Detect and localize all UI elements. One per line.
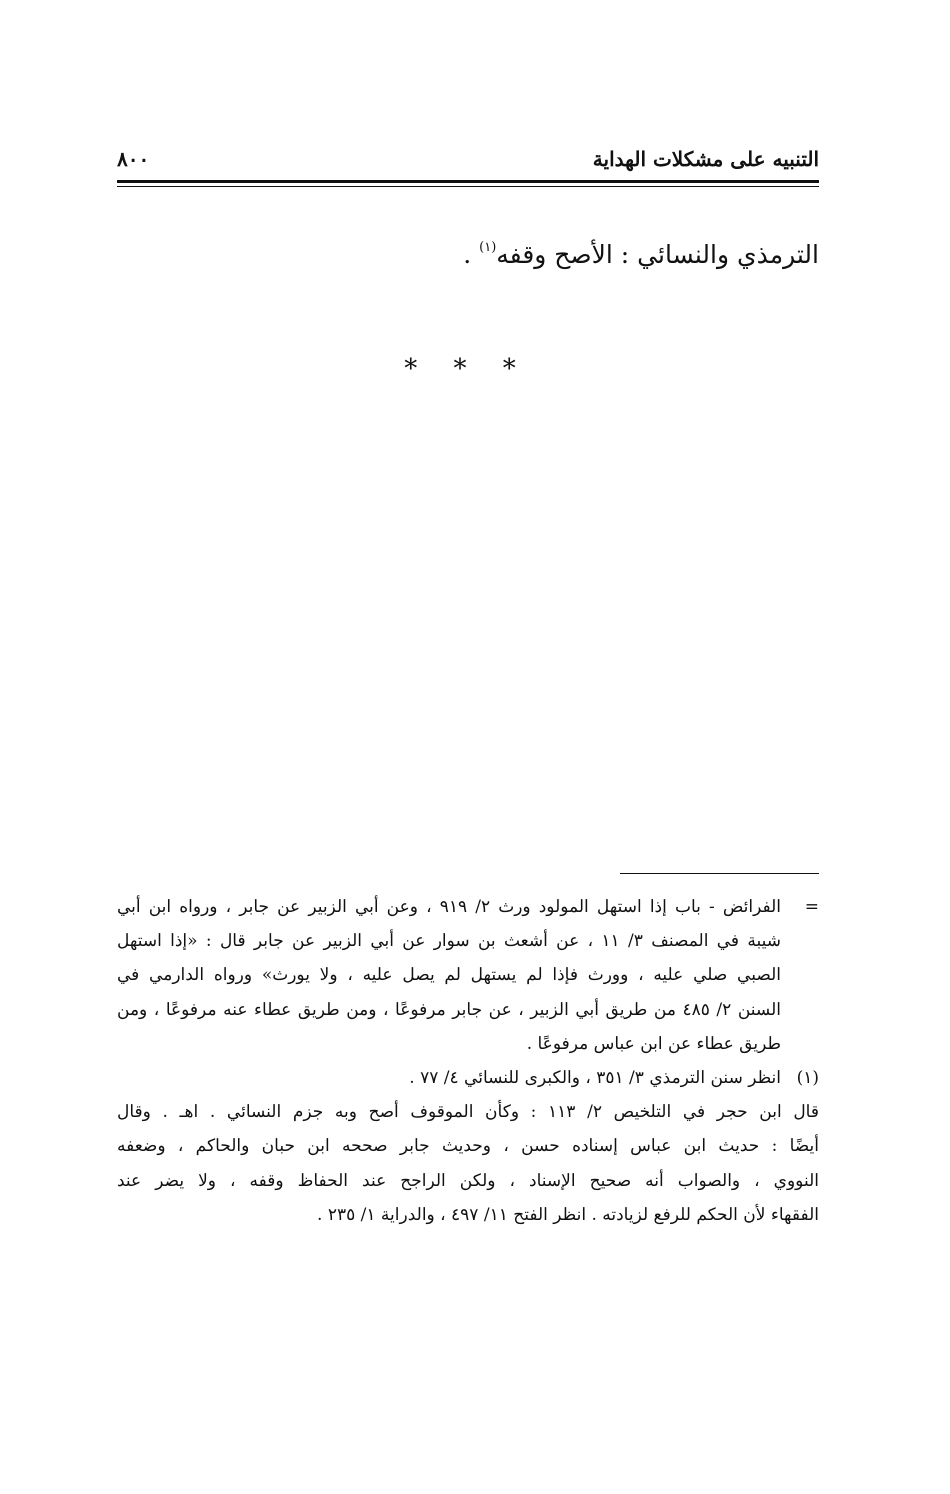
footnote-line: انظر سنن الترمذي ٣/ ٣٥١ ، والكبرى للنسائي ٤/ ٧٧ . [409, 1068, 781, 1089]
body-text-end: . [463, 240, 480, 269]
footnote-line: النووي ، والصواب أنه صحيح الإسناد ، ولكن الراجح عند الحفاظ وقفه ، ولا يضر عند [117, 1170, 819, 1191]
page-header [117, 144, 819, 176]
body-paragraph [463, 228, 819, 275]
footnote-line: طريق عطاء عن ابن عباس مرفوعًا . [526, 1033, 781, 1054]
footnote-line: الفقهاء لأن الحكم للرفع لزيادته . انظر الفتح ١١/ ٤٩٧ ، والدراية ١/ ٢٣٥ . [317, 1204, 819, 1225]
footnote-line: الفرائض - باب إذا استهل المولود ورث ٢/ ٩١٩ ، وعن أبي الزبير عن جابر ، ورواه ابن أبي [117, 897, 781, 917]
running-title: التنبيه على مشكلات الهداية [592, 147, 819, 171]
page-number: ٨٠٠ [117, 147, 150, 171]
footnote-line: أيضًا : حديث ابن عباس إسناده حسن ، وحديث جابر صححه ابن حبان والحاكم ، وضعفه [117, 1136, 819, 1157]
footnote-continuation [117, 890, 819, 1061]
footnote-continuation-marker: = [804, 897, 819, 917]
footnote-reference: (١) [479, 240, 497, 255]
header-rule-thick [117, 180, 819, 183]
footnotes-block [117, 890, 819, 1232]
body-text-line: الترمذي والنسائي : الأصح وقفه [496, 240, 819, 269]
footnote-line: شيبة في المصنف ٣/ ١١ ، عن أشعث بن سوار عن أبي الزبير عن جابر قال : «إذا استهل [117, 931, 781, 952]
footnote-rule [620, 873, 819, 874]
footnote-1-commentary [117, 1095, 819, 1232]
header-rule-thin [117, 186, 819, 187]
footnote-line: الصبي صلي عليه ، وورث فإذا لم يستهل لم يصل عليه ، ولا يورث» ورواه الدارمي في [117, 965, 781, 986]
footnote-1 [117, 1061, 819, 1095]
footnote-line: السنن ٢/ ٤٨٥ من طريق أبي الزبير ، عن جابر مرفوعًا ، ومن طريق عطاء عنه مرفوعًا ، ومن [117, 999, 781, 1020]
footnote-1-marker: (١) [796, 1068, 819, 1089]
section-separator: * * * [404, 354, 530, 384]
footnote-line: قال ابن حجر في التلخيص ٢/ ١١٣ : وكأن الموقوف أصح وبه جزم النسائي . اهـ . وقال [117, 1102, 819, 1123]
